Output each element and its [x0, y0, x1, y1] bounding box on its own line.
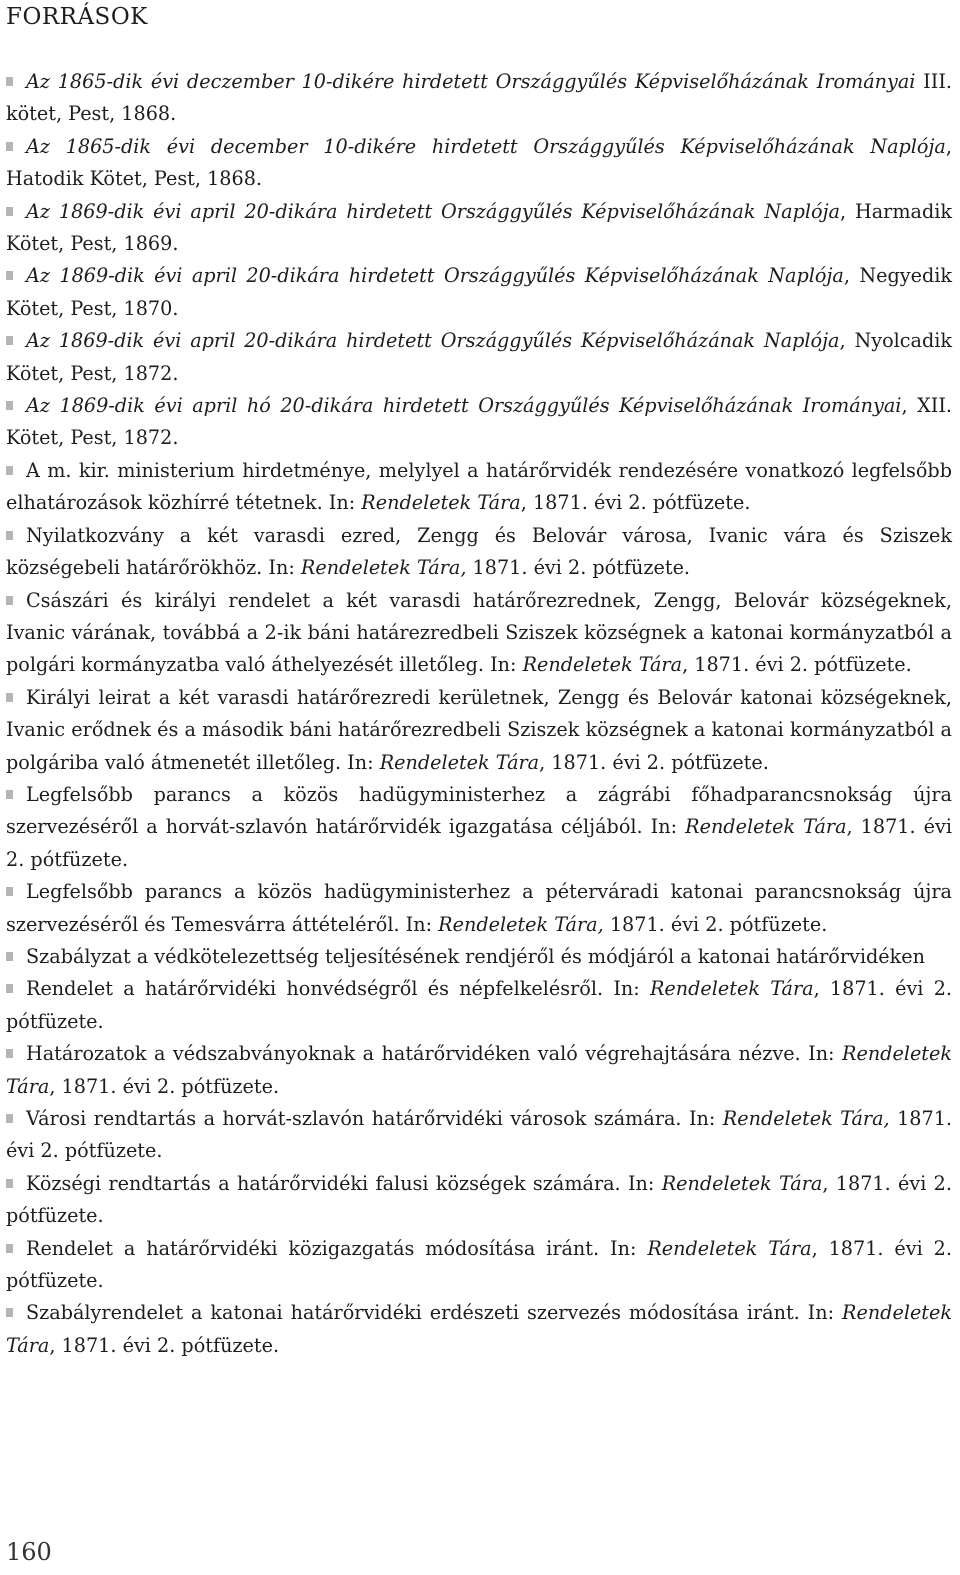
- entry-title: Rendeletek Tára,: [722, 1107, 890, 1130]
- entry-title: Az 1869-dik évi april 20-dikára hirdetett Országgyűlés Képviselőházának Naplója: [26, 329, 840, 353]
- square-bullet-icon: [6, 1244, 13, 1253]
- source-entry: [6, 325, 952, 390]
- entry-details: 1871. évi 2. pótfüzete.: [603, 912, 828, 936]
- entry-title: Rendeletek Tára,: [300, 556, 467, 580]
- square-bullet-icon: [6, 1308, 13, 1317]
- entry-details: , 1871. évi 2. pótfüzete.: [49, 1333, 280, 1357]
- entry-details: , 1871. évi 2. pótfüzete.: [6, 977, 952, 1033]
- square-bullet-icon: [6, 984, 13, 993]
- entry-text: Rendelet a határőrvidéki honvédségről és népfelkelésről. In:: [26, 977, 650, 1001]
- entry-title: Az 1865-dik évi december 10-dikére hirdetett Országgyűlés Képviselőházának Naplója: [26, 134, 946, 158]
- entry-details: , 1871. évi 2. pótfüzete.: [6, 1171, 952, 1228]
- sources-list: [6, 66, 952, 1362]
- entry-title: Az 1865-dik évi deczember 10-dikére hirdetett Országgyűlés Képviselőházának Irományai: [26, 70, 916, 93]
- source-entry: [6, 196, 952, 261]
- entry-details: , Hatodik Kötet, Pest, 1868.: [6, 134, 952, 191]
- entry-details: , Nyolcadik Kötet, Pest, 1872.: [6, 329, 952, 385]
- square-bullet-icon: [6, 466, 13, 475]
- square-bullet-icon: [6, 1049, 13, 1058]
- square-bullet-icon: [6, 1179, 13, 1188]
- entry-title: Rendeletek Tára: [361, 491, 521, 515]
- entry-details: , 1871. évi 2. pótfüzete.: [6, 815, 952, 871]
- source-entry: [6, 455, 952, 520]
- square-bullet-icon: [6, 1114, 13, 1123]
- entry-text: Királyi leirat a két varasdi határőrezredi kerületnek, Zengg és Belovár katonai községeknek, Ivanic erődnek és a második báni határőrezredbeli Sziszek községnek a katonai kormányzatból a polgáriba való átmenetét illetőleg. In:: [6, 685, 952, 774]
- entry-text: Határozatok a védszabványoknak a határőrvidéken való végrehajtására nézve. In:: [26, 1042, 843, 1066]
- entry-title: Az 1869-dik évi april hó 20-dikára hirdetett Országgyűlés Képviselőházának Irományai: [26, 394, 902, 418]
- square-bullet-icon: [6, 207, 13, 216]
- entry-text: Legfelsőbb parancs a közös hadügyministerhez a péterváradi katonai parancsnokság újra szervezéséről és Temesvárra áttételéről. In:: [6, 880, 952, 936]
- entry-text: A m. kir. ministerium hirdetménye, melylyel a határőrvidék rendezésére vonatkozó legfelsőbb elhatározások közhírré tétetnek. In:: [6, 458, 952, 515]
- entry-title: Rendeletek Tára: [522, 653, 683, 677]
- source-entry: [6, 390, 952, 455]
- entry-text: Rendelet a határőrvidéki közigazgatás módosítása iránt. In:: [26, 1236, 648, 1260]
- square-bullet-icon: [6, 142, 13, 151]
- entry-details: , 1871. évi 2. pótfüzete.: [682, 653, 912, 677]
- entry-title: Az 1869-dik évi april 20-dikára hirdetett Országgyűlés Képviselőházának Naplója: [26, 199, 840, 223]
- entry-text: Szabályrendelet a katonai határőrvidéki erdészeti szervezés módosítása iránt. In:: [26, 1301, 843, 1325]
- source-entry: [6, 1038, 952, 1103]
- entry-text: Nyilatkozvány a két varasdi ezred, Zengg és Belovár városa, Ivanic vára és Sziszek községebeli határőrökhöz. In:: [6, 523, 952, 580]
- entry-details: III. kötet, Pest, 1868.: [6, 70, 953, 126]
- source-entry: [6, 876, 952, 941]
- entry-title: Rendeletek Tára: [661, 1171, 823, 1195]
- square-bullet-icon: [6, 77, 13, 86]
- entry-details: , Negyedik Kötet, Pest, 1870.: [6, 264, 953, 320]
- square-bullet-icon: [6, 887, 13, 896]
- page-title: FORRÁSOK: [6, 4, 148, 30]
- source-entry: [6, 66, 952, 131]
- square-bullet-icon: [6, 596, 13, 605]
- square-bullet-icon: [6, 336, 13, 345]
- entry-details: , 1871. évi 2. pótfüzete.: [6, 1236, 952, 1293]
- entry-title: Rendeletek Tára: [685, 815, 847, 839]
- entry-title: Rendeletek Tára,: [438, 912, 604, 936]
- source-entry: [6, 131, 952, 196]
- source-entry: [6, 1103, 952, 1168]
- square-bullet-icon: [6, 531, 13, 540]
- source-entry: [6, 779, 952, 876]
- square-bullet-icon: [6, 790, 13, 799]
- source-entry: [6, 520, 952, 585]
- source-entry: [6, 1297, 952, 1362]
- entry-details: , 1871. évi 2. pótfüzete.: [520, 491, 751, 515]
- entry-text: Községi rendtartás a határőrvidéki falusi községek számára. In:: [26, 1171, 662, 1195]
- square-bullet-icon: [6, 693, 13, 702]
- entry-text: Legfelsőbb parancs a közös hadügyministerhez a zágrábi főhadparancsnokság újra szervezéséről a horvát-szlavón határőrvidék igazgatása céljából. In:: [6, 782, 952, 839]
- entry-details: 1871. évi 2. pótfüzete.: [6, 1107, 953, 1163]
- square-bullet-icon: [6, 401, 13, 410]
- entry-details: 1871. évi 2. pótfüzete.: [466, 556, 691, 580]
- entry-details: , 1871. évi 2. pótfüzete.: [49, 1074, 280, 1098]
- entry-title: Az 1869-dik évi april 20-dikára hirdetett Országgyűlés Képviselőházának Naplója: [26, 264, 844, 288]
- entry-details: , 1871. évi 2. pótfüzete.: [539, 750, 769, 774]
- entry-title: Rendeletek Tára: [6, 1042, 952, 1098]
- source-entry: [6, 260, 952, 325]
- entry-details: , Harmadik Kötet, Pest, 1869.: [6, 199, 953, 256]
- entry-title: Rendeletek Tára: [649, 977, 814, 1001]
- entry-title: Rendeletek Tára: [6, 1301, 952, 1357]
- entry-text: Császári és királyi rendelet a két varasdi határőrezrednek, Zengg, Belovár községeknek, Ivanic várának, továbbá a 2-ik báni határezredbeli Sziszek községnek a katonai kormányzatból a polgári kormányzatba való áthelyezését illetőleg. In:: [6, 588, 952, 677]
- square-bullet-icon: [6, 952, 13, 961]
- page-number: 160: [6, 1538, 52, 1566]
- square-bullet-icon: [6, 271, 13, 280]
- source-entry: [6, 973, 952, 1038]
- source-entry: [6, 1233, 952, 1298]
- entry-text: Városi rendtartás a horvát-szlavón határőrvidéki városok számára. In:: [26, 1107, 723, 1130]
- source-entry: [6, 585, 952, 682]
- entry-details: , XII. Kötet, Pest, 1872.: [6, 394, 952, 450]
- source-entry: [6, 682, 952, 779]
- source-entry: [6, 941, 952, 973]
- source-entry: [6, 1168, 952, 1233]
- entry-text: Szabályzat a védkötelezettség teljesítésének rendjéről és módjáról a katonai határőrvidéken: [26, 944, 925, 968]
- entry-title: Rendeletek Tára: [379, 750, 540, 774]
- entry-title: Rendeletek Tára: [647, 1236, 812, 1260]
